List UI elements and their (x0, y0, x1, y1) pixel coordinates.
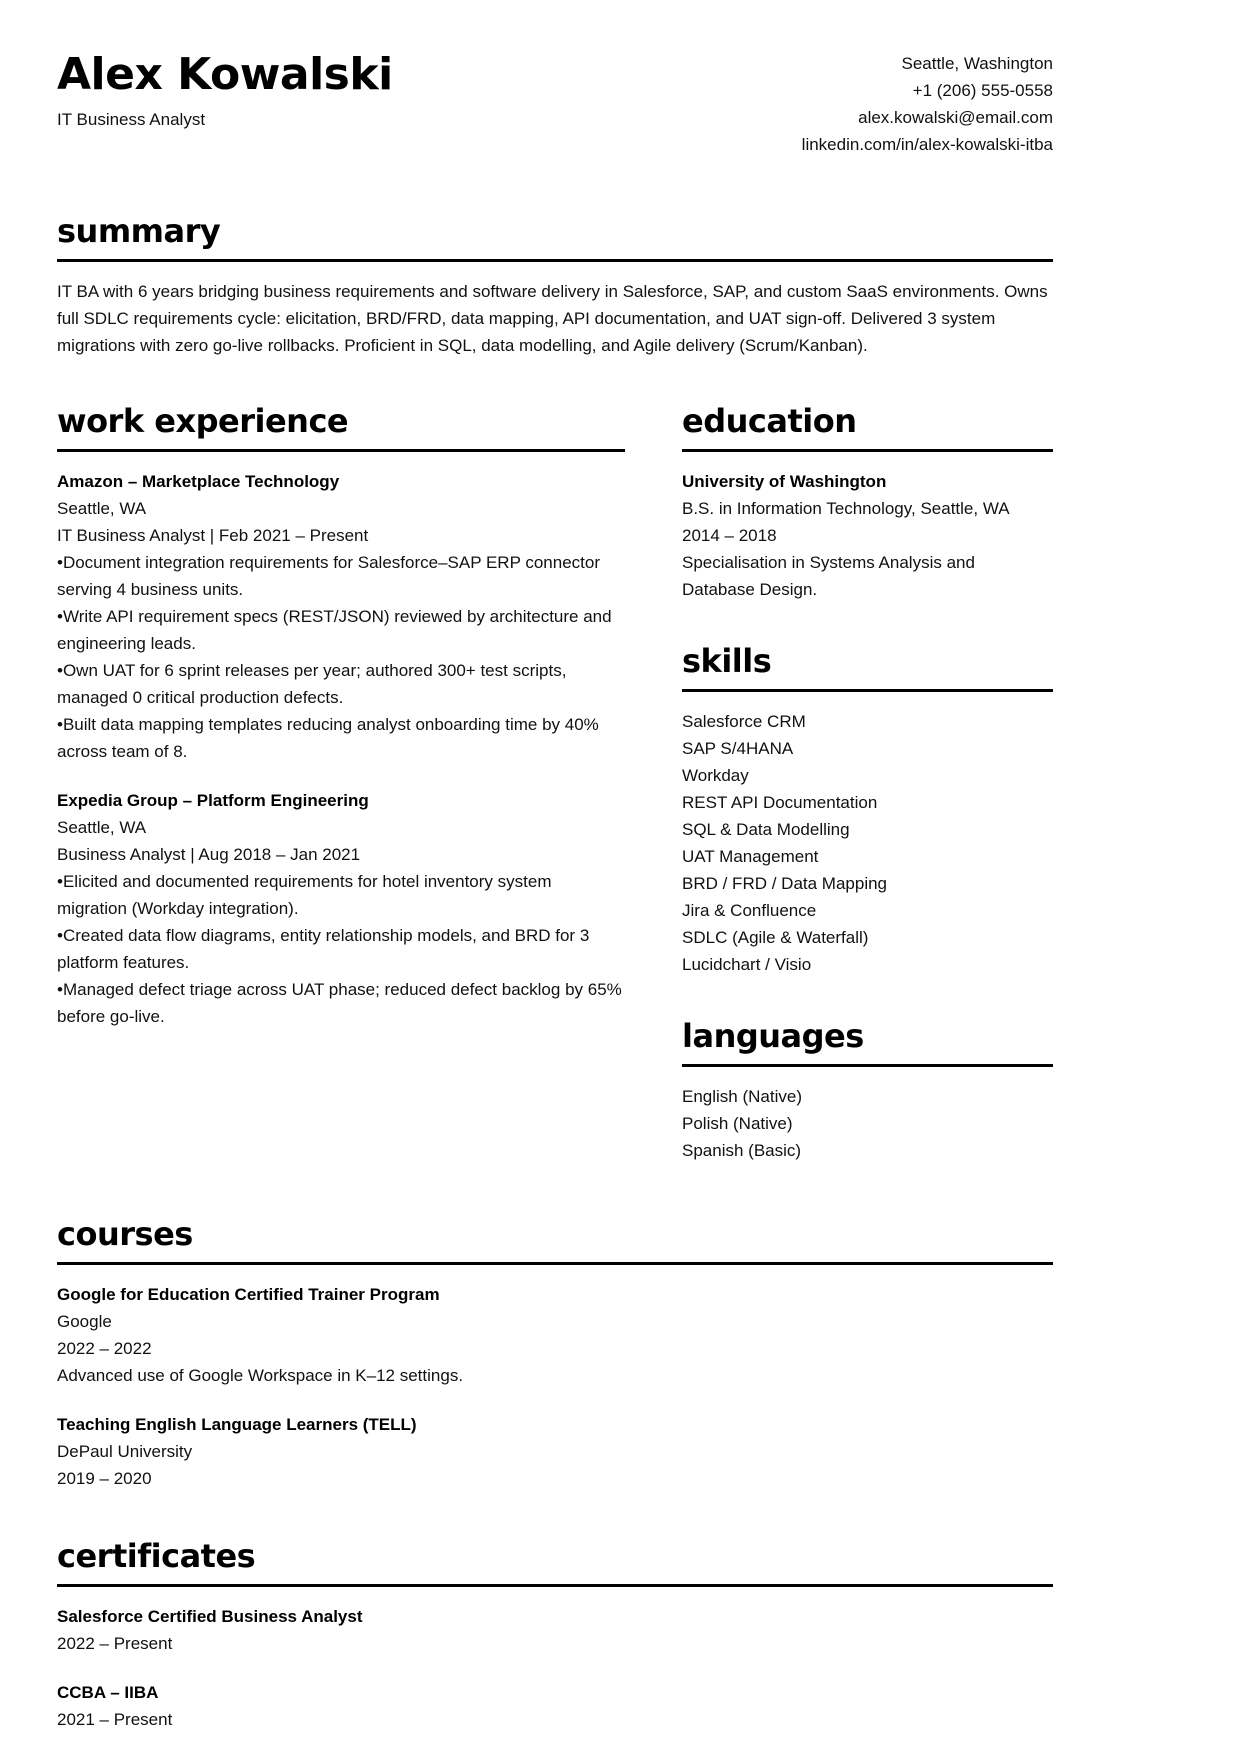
skill-item: BRD / FRD / Data Mapping (682, 874, 888, 893)
skill-item: SAP S/4HANA (682, 739, 794, 758)
job-bullet: • Elicited and documented requirements for hotel inventory system migration (Workday integration). (57, 868, 625, 922)
skills-list (682, 708, 1053, 978)
languages-heading: languages (682, 1018, 1053, 1067)
skill-item: UAT Management (682, 847, 819, 866)
courses-section (57, 1216, 1053, 1492)
job-bullet: • Built data mapping templates reducing analyst onboarding time by 40% across team of 8. (57, 711, 625, 765)
summary-section (57, 213, 1053, 359)
skill-item: Workday (682, 766, 749, 785)
course-title: Google for Education Certified Trainer Program (57, 1285, 440, 1304)
certificates-section (57, 1538, 1053, 1733)
job-bullet: • Own UAT for 6 sprint releases per year; authored 300+ test scripts, managed 0 critical production defects. (57, 657, 625, 711)
language-item: Polish (Native) (682, 1114, 793, 1133)
certificate-entry (57, 1603, 1053, 1657)
certificate-entry (57, 1679, 1053, 1733)
education-details: Database Design. (682, 580, 818, 599)
course-entry (57, 1411, 1053, 1492)
right-column (682, 403, 1053, 1164)
job-bullet: • Created data flow diagrams, entity relationship models, and BRD for 3 platform features. (57, 922, 625, 976)
person-job-title: IT Business Analyst (57, 110, 206, 129)
job-entry (57, 468, 625, 765)
course-entry (57, 1281, 1053, 1389)
language-item: English (Native) (682, 1087, 802, 1106)
skill-item: Jira & Confluence (682, 901, 817, 920)
skill-item: Salesforce CRM (682, 712, 806, 731)
job-location: Seattle, WA (57, 499, 147, 518)
job-bullet: • Document integration requirements for Salesforce–SAP ERP connector serving 4 business units. (57, 549, 625, 603)
certificate-dates: 2022 – Present (57, 1634, 173, 1653)
person-name: Alex Kowalski (57, 49, 393, 100)
skills-section (682, 643, 1053, 978)
job-bullet: • Managed defect triage across UAT phase; reduced defect backlog by 65% before go-live. (57, 976, 625, 1030)
education-details: Specialisation in Systems Analysis and (682, 553, 975, 572)
courses-heading: courses (57, 1216, 1053, 1265)
contact-info (802, 50, 1053, 158)
job-bullet: • Write API requirement specs (REST/JSON) reviewed by architecture and engineering leads. (57, 603, 625, 657)
certificate-title: Salesforce Certified Business Analyst (57, 1607, 363, 1626)
contact-email: alex.kowalski@email.com (858, 108, 1053, 127)
certificate-dates: 2021 – Present (57, 1710, 173, 1729)
certificate-title: CCBA – IIBA (57, 1683, 159, 1702)
summary-heading: summary (57, 213, 1053, 262)
course-org: DePaul University (57, 1442, 193, 1461)
job-role-dates: Business Analyst | Aug 2018 – Jan 2021 (57, 845, 361, 864)
education-dates: 2014 – 2018 (682, 526, 777, 545)
job-company: Amazon – Marketplace Technology (57, 472, 340, 491)
languages-section (682, 1018, 1053, 1164)
left-column (57, 403, 625, 1164)
education-degree: B.S. in Information Technology, Seattle, WA (682, 499, 1010, 518)
skill-item: SQL & Data Modelling (682, 820, 850, 839)
course-org: Google (57, 1312, 112, 1331)
job-location: Seattle, WA (57, 818, 147, 837)
work-experience-section (57, 403, 625, 1030)
education-section (682, 403, 1053, 603)
course-title: Teaching English Language Learners (TELL) (57, 1415, 417, 1434)
contact-phone: +1 (206) 555-0558 (912, 81, 1053, 100)
summary-text: IT BA with 6 years bridging business requirements and software delivery in Salesforce, SAP, and custom SaaS environments. Owns full SDLC requirements cycle: elicitation, BRD/FRD, data mapping, API documentation, and UAT sign-off. Delivered 3 system migrations with zero go-live rollbacks. Proficient in SQL, data modelling, and Agile delivery (Scrum/Kanban). (57, 282, 1048, 355)
skill-item: Lucidchart / Visio (682, 955, 812, 974)
job-role-dates: IT Business Analyst | Feb 2021 – Present (57, 526, 369, 545)
resume-header (57, 50, 1053, 158)
course-description: Advanced use of Google Workspace in K–12 settings. (57, 1366, 464, 1385)
contact-location: Seattle, Washington (901, 54, 1053, 73)
contact-linkedin: linkedin.com/in/alex-kowalski-itba (801, 135, 1053, 154)
course-dates: 2019 – 2020 (57, 1469, 152, 1488)
skill-item: REST API Documentation (682, 793, 878, 812)
main-columns (57, 403, 1053, 1164)
skills-heading: skills (682, 643, 1053, 692)
course-dates: 2022 – 2022 (57, 1339, 152, 1358)
certificates-heading: certificates (57, 1538, 1053, 1587)
work-experience-heading: work experience (57, 403, 625, 452)
education-heading: education (682, 403, 1053, 452)
language-item: Spanish (Basic) (682, 1141, 802, 1160)
languages-list (682, 1083, 1053, 1164)
job-entry (57, 787, 625, 1030)
job-company: Expedia Group – Platform Engineering (57, 791, 369, 810)
education-school: University of Washington (682, 472, 887, 491)
header-identity (57, 50, 393, 133)
skill-item: SDLC (Agile & Waterfall) (682, 928, 869, 947)
